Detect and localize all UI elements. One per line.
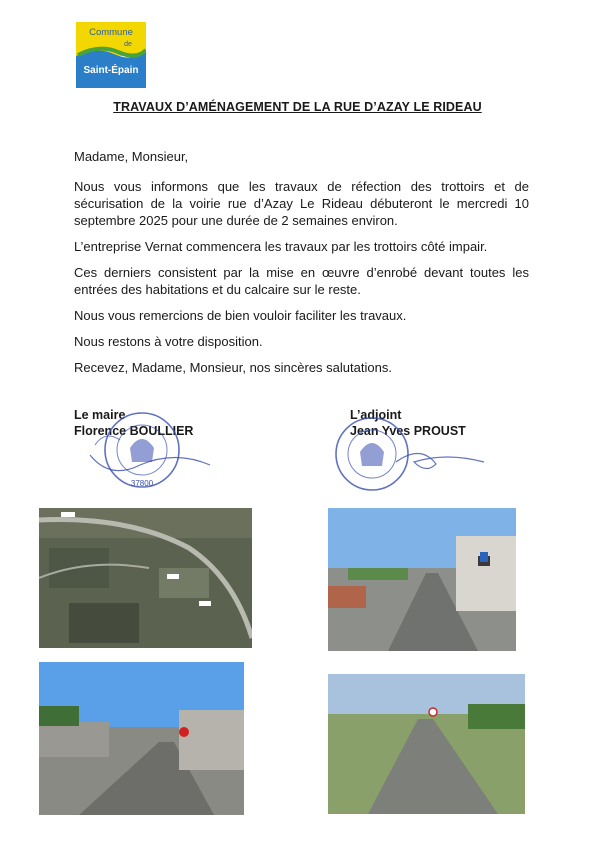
street-photo-2 — [39, 662, 244, 815]
signature-name: Jean Yves PROUST — [350, 424, 466, 438]
page-title: TRAVAUX D’AMÉNAGEMENT DE LA RUE D’AZAY LE RIDEAU — [113, 100, 482, 114]
paragraph: L’entreprise Vernat commencera les travaux par les trottoirs côté impair. — [74, 239, 488, 254]
logo-line3: Saint-Épain — [83, 65, 139, 76]
paragraph: Nous vous informons que les travaux de réfection des trottoirs et de sécurisation de la voirie rue d’Azay Le Rideau débuteront le mercredi 10 septembre 2025 pour une durée de 2 semaines environ. — [74, 179, 529, 228]
paragraph: Nous restons à votre disposition. — [74, 334, 263, 349]
logo-line2: de — [124, 41, 132, 48]
paragraph: Recevez, Madame, Monsieur, nos sincères salutations. — [74, 360, 392, 375]
stamp-code: 37800 — [130, 479, 154, 488]
paragraph: Nous vous remercions de bien vouloir faciliter les travaux. — [74, 308, 407, 323]
mairie-stamp-left — [80, 410, 215, 497]
signature-name: Florence BOULLIER — [74, 424, 194, 438]
commune-logo — [76, 22, 146, 88]
signature-role: Le maire — [74, 408, 126, 422]
street-photo-3 — [328, 674, 525, 814]
aerial-map-photo — [39, 508, 252, 648]
logo-line1: Commune — [89, 27, 133, 38]
letter-body — [74, 148, 529, 385]
paragraph: Ces derniers consistent par la mise en œuvre d’enrobé devant toutes les entrées des habitations et du calcaire sur le reste. — [74, 265, 529, 297]
street-photo-1 — [328, 508, 516, 651]
mairie-stamp-right — [326, 412, 486, 499]
signature-role: L’adjoint — [350, 408, 402, 422]
salutation: Madame, Monsieur, — [74, 149, 189, 164]
